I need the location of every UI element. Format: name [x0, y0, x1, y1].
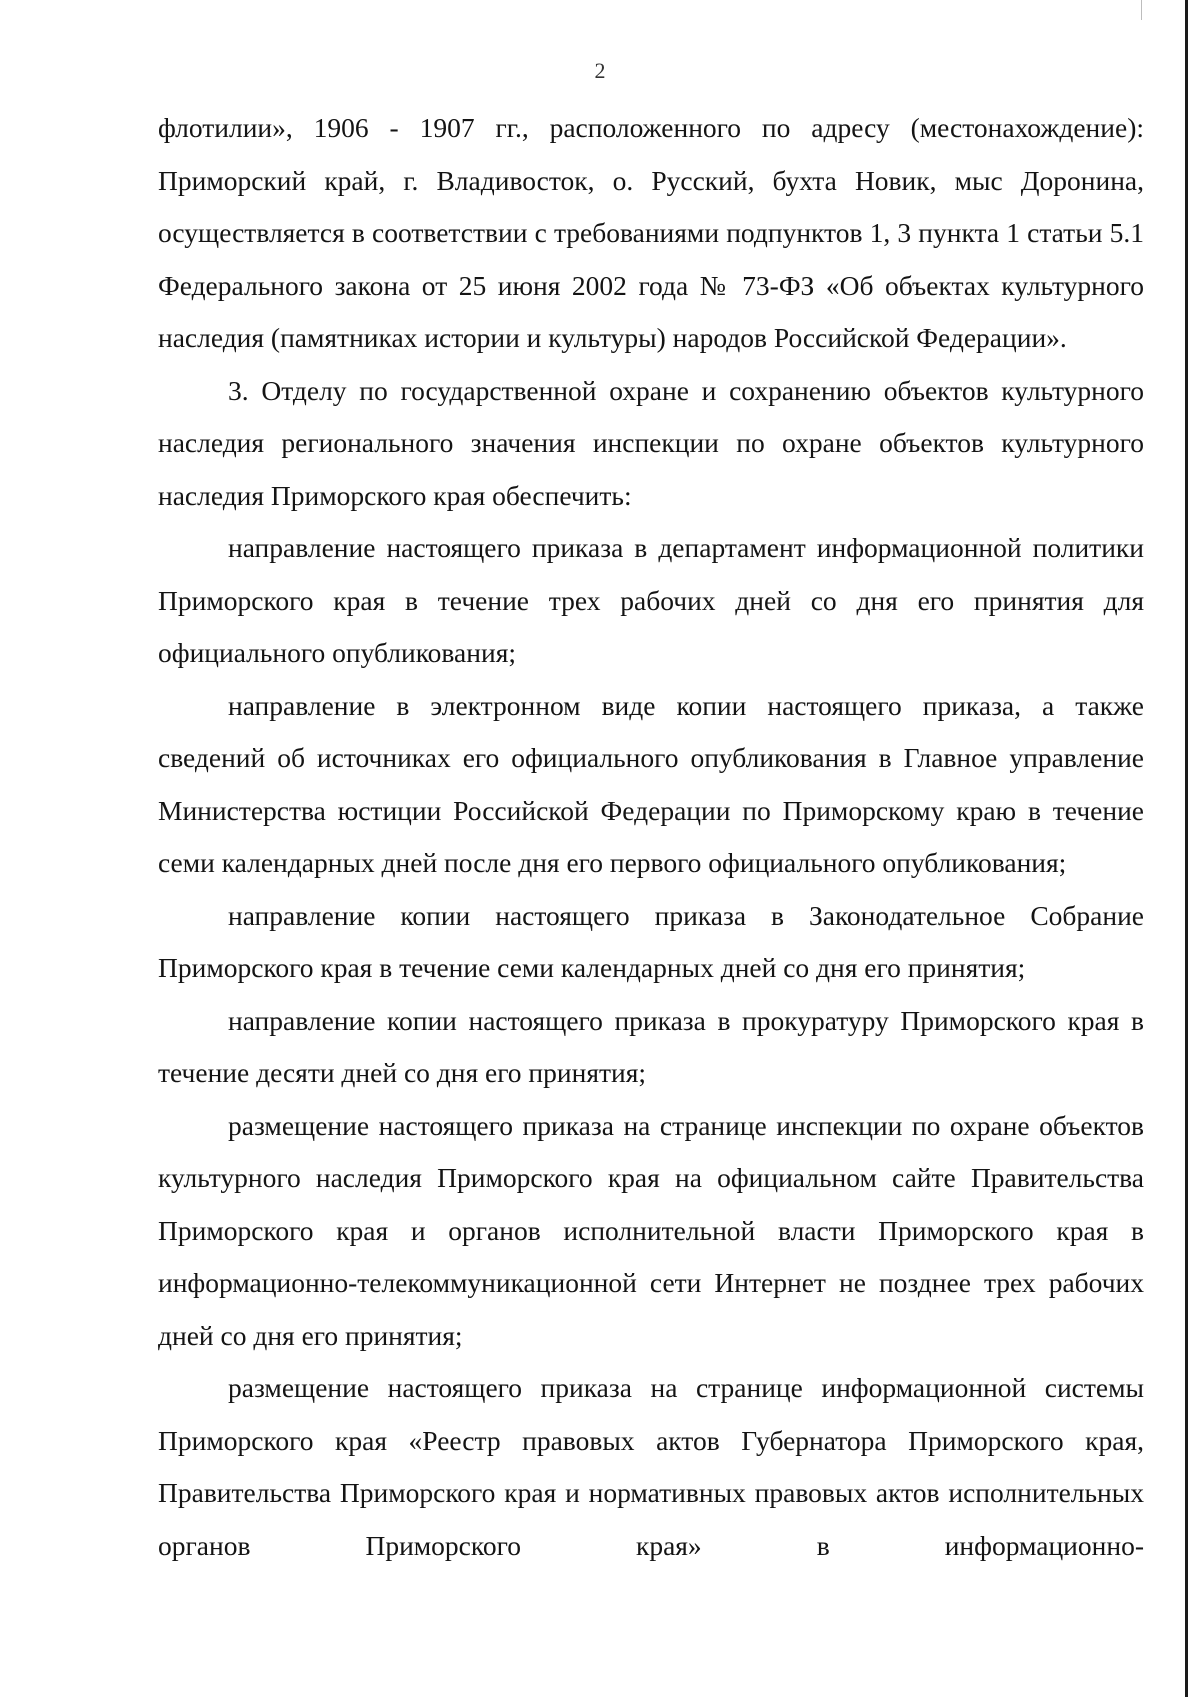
scan-edge-mark [1141, 0, 1142, 20]
paragraph-send-info-policy: направление настоящего приказа в департамент информационной политики Приморского края в течение трех рабочих дней со дня его принятия для официального опубликования; [158, 532, 1144, 668]
paragraph-object-location: флотилии», 1906 - 1907 гг., расположенного по адресу (местонахождение): Приморский край, г. Владивосток, о. Русский, бухта Новик, мыс Доронина, осуществляется в соответствии с требованиями подпунктов 1, 3 пункта 1 статьи 5.1 Федерального закона от 25 июня 2002 года № 73-ФЗ «Об объектах культурного наследия (памятниках истории и культуры) народов Российской Федерации». [158, 112, 1144, 353]
paragraph-publish-inspection-site: размещение настоящего приказа на странице инспекции по охране объектов культурного наследия Приморского края на официальном сайте Правительства Приморского края и органов исполнительной власти Приморского края в информационно-телекоммуникационной сети Интернет не позднее трех рабочих дней со дня его принятия; [158, 1109, 1144, 1351]
document-body [158, 102, 1144, 1572]
paragraph-send-prosecutor: направление копии настоящего приказа в прокуратуру Приморского края в течение десяти дней со дня его принятия; [158, 1004, 1144, 1088]
paragraph-publish-registry: размещение настоящего приказа на странице информационной системы Приморского края «Реестр правовых актов Губернатора Приморского края, Правительства Приморского края и нормативных правовых актов исполнительных органов Приморского края» в информационно- [158, 1372, 1144, 1561]
paragraph-send-legislative-assembly: направление копии настоящего приказа в Законодательное Собрание Приморского края в течение семи календарных дней со дня его принятия; [158, 899, 1144, 983]
paragraph-send-ministry-justice: направление в электронном виде копии настоящего приказа, а также сведений об источниках его официального опубликования в Главное управление Министерства юстиции Российской Федерации по Приморскому краю в течение семи календарных дней после дня его первого официального опубликования; [158, 689, 1144, 878]
paragraph-item-3-heading: 3. Отделу по государственной охране и сохранению объектов культурного наследия регионального значения инспекции по охране объектов культурного наследия Приморского края обеспечить: [158, 374, 1144, 511]
page-number: 2 [594, 58, 606, 83]
scan-edge-line [1185, 0, 1188, 1697]
